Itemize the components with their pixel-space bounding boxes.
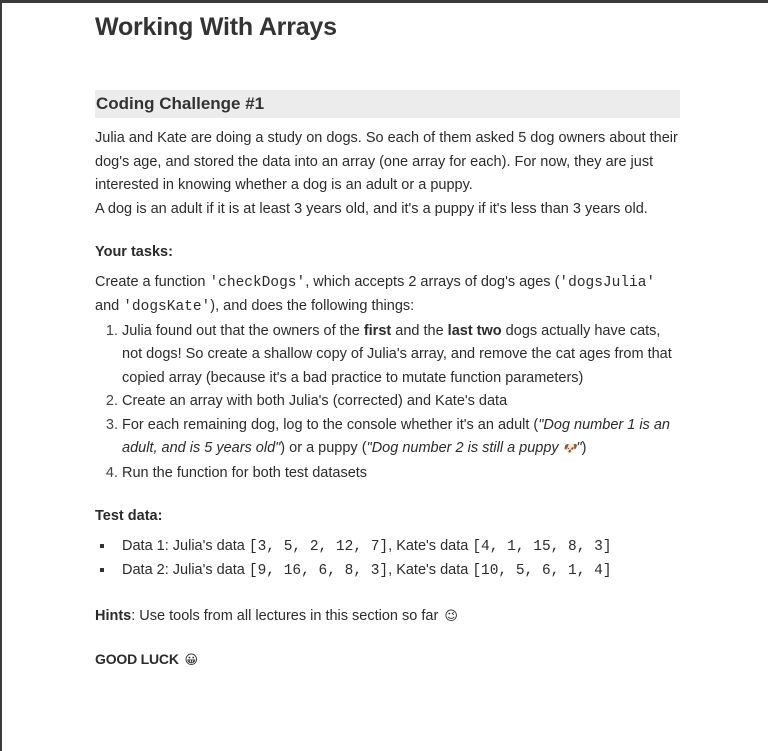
data-1-label: Data 1: Julia's data: [122, 537, 249, 554]
data-2-mid: , Kate's data: [388, 562, 473, 578]
task-3-text-c: ): [581, 440, 587, 456]
hints-label: Hints: [95, 607, 132, 624]
data-1-mid: , Kate's data: [388, 537, 473, 554]
task-1-first-bold: first: [363, 322, 392, 339]
intro-paragraph-1: Julia and Kate are doing a study on dogs. So each of them asked 5 dog owners about their dog's age, and stored the data into an array (one array for each). For now, they are just interested in knowing whether a dog is an adult or a puppy.: [95, 130, 678, 193]
task-1-last-two-bold: last two: [447, 322, 502, 339]
test-data-list: [95, 535, 680, 584]
hints-text: : Use tools from all lectures in this section so far: [131, 607, 443, 624]
task-3-text-a: For each remaining dog, log to the console whether it's an adult (: [122, 416, 539, 433]
tasks-intro: [95, 271, 680, 320]
task-3-puppy-quote-text: "Dog number 2 is still a puppy: [366, 440, 563, 456]
test-data-item-2: [122, 559, 680, 584]
good-luck-line: [95, 648, 680, 672]
test-data-item-1: [122, 535, 680, 560]
challenge-heading: [95, 90, 680, 118]
tasks-intro-and: and: [95, 298, 124, 314]
data-1-kate-code: [4, 1, 15, 8, 3]: [472, 538, 612, 555]
data-1-julia-code: [3, 5, 2, 12, 7]: [248, 538, 389, 555]
intro-paragraph-2: A dog is an adult if it is at least 3 years old, and it's a puppy if it's less than 3 years old.: [95, 200, 648, 217]
tasks-heading: Your tasks:: [95, 244, 173, 260]
tasks-intro-suffix: ), and does the following things:: [210, 298, 415, 314]
smile-emoji-icon: 😀: [184, 652, 198, 667]
data-2-label: Data 2: Julia's data: [122, 562, 249, 578]
task-1-text-a: Julia found out that the owners of the: [122, 322, 364, 339]
puppy-emoji-icon: 🐶: [562, 443, 577, 455]
task-3-text-b: ) or a puppy (: [280, 440, 367, 456]
test-data-heading: Test data:: [95, 508, 163, 524]
task-3-puppy-quote: [367, 440, 582, 456]
task-list: [95, 320, 680, 486]
bullet-icon: [100, 544, 104, 548]
document-page: [95, 12, 680, 672]
task-3-puppy-quote-end: ": [576, 440, 582, 456]
function-name-code: 'checkDogs': [209, 274, 306, 291]
page-title: Working With Arrays: [95, 13, 337, 41]
arg-kate-code: 'dogsKate': [123, 299, 211, 315]
tasks-intro-mid: , which accepts 2 arrays of dog's ages (: [305, 273, 560, 290]
challenge-heading-text: Coding Challenge #1: [96, 94, 265, 113]
wink-emoji-icon: 😉: [444, 607, 458, 623]
data-2-julia-code: [9, 16, 6, 8, 3]: [248, 563, 389, 579]
arg-julia-code: 'dogsJulia': [559, 274, 656, 291]
good-luck-text: GOOD LUCK: [95, 651, 183, 667]
task-1-text-c: dogs actually have cats, not dogs! So create a shallow copy of Julia's array, and remove the cat ages from that copied array (because it's a bad practice to mutate function parameters): [122, 322, 672, 386]
task-3-adult-quote: "Dog number 1 is an adult, and is 5 years old": [122, 416, 670, 456]
task-item-2: 2. Create an array with both Julia's (corrected) and Kate's data: [122, 390, 680, 414]
task-item-4: 4. Run the function for both test datasets: [122, 462, 680, 486]
bullet-icon: [100, 568, 104, 572]
intro-block: [95, 127, 680, 221]
window-top-border: [0, 0, 768, 3]
task-1-text-b: and the: [391, 322, 448, 339]
window-left-border: [0, 0, 2, 751]
data-2-kate-code: [10, 5, 6, 1, 4]: [472, 563, 612, 579]
task-item-3: [122, 414, 680, 462]
task-item-1: [122, 320, 680, 391]
hints-line: [95, 604, 680, 629]
tasks-intro-prefix: Create a function: [95, 273, 210, 290]
